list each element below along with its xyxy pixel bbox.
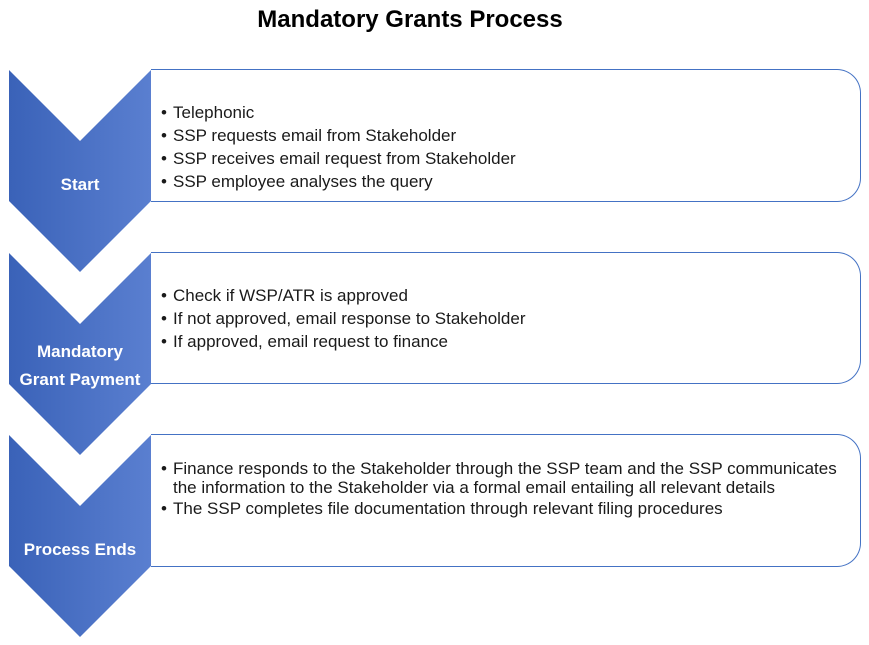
step-label: Process Ends	[23, 540, 137, 559]
step-start-chevron	[9, 70, 151, 270]
step-label: Mandatory	[37, 342, 123, 361]
step-end-chevron	[9, 435, 151, 635]
step-end-details	[151, 434, 861, 567]
bullet-item: • Check if WSP/ATR is approved	[161, 286, 408, 305]
bullet-item: • If approved, email request to finance	[161, 332, 448, 351]
bullet-item: • If not approved, email response to Stakeholder	[161, 309, 526, 328]
bullet-item: • Telephonic	[161, 103, 255, 122]
bullet-item: • SSP employee analyses the query	[161, 172, 433, 191]
chevron-shape	[9, 70, 151, 272]
chevron-shape	[9, 435, 151, 637]
diagram-title: Mandatory Grants Process	[257, 6, 563, 33]
step-label: Grant Payment	[19, 370, 141, 389]
bullet-item: • SSP receives email request from Stakeholder	[161, 149, 516, 168]
step-payment-chevron	[9, 253, 151, 453]
step-start-details	[151, 69, 861, 202]
step-payment-details	[151, 252, 861, 384]
bullet-item: • Finance responds to the Stakeholder through the SSP team and the SSP communicates the information to the Stakeholder via a formal email entailing all relevant details	[161, 459, 837, 497]
step-label: Start	[60, 175, 100, 194]
bullet-item: • SSP requests email from Stakeholder	[161, 126, 457, 145]
bullet-item: • The SSP completes file documentation through relevant filing procedures	[161, 499, 723, 518]
